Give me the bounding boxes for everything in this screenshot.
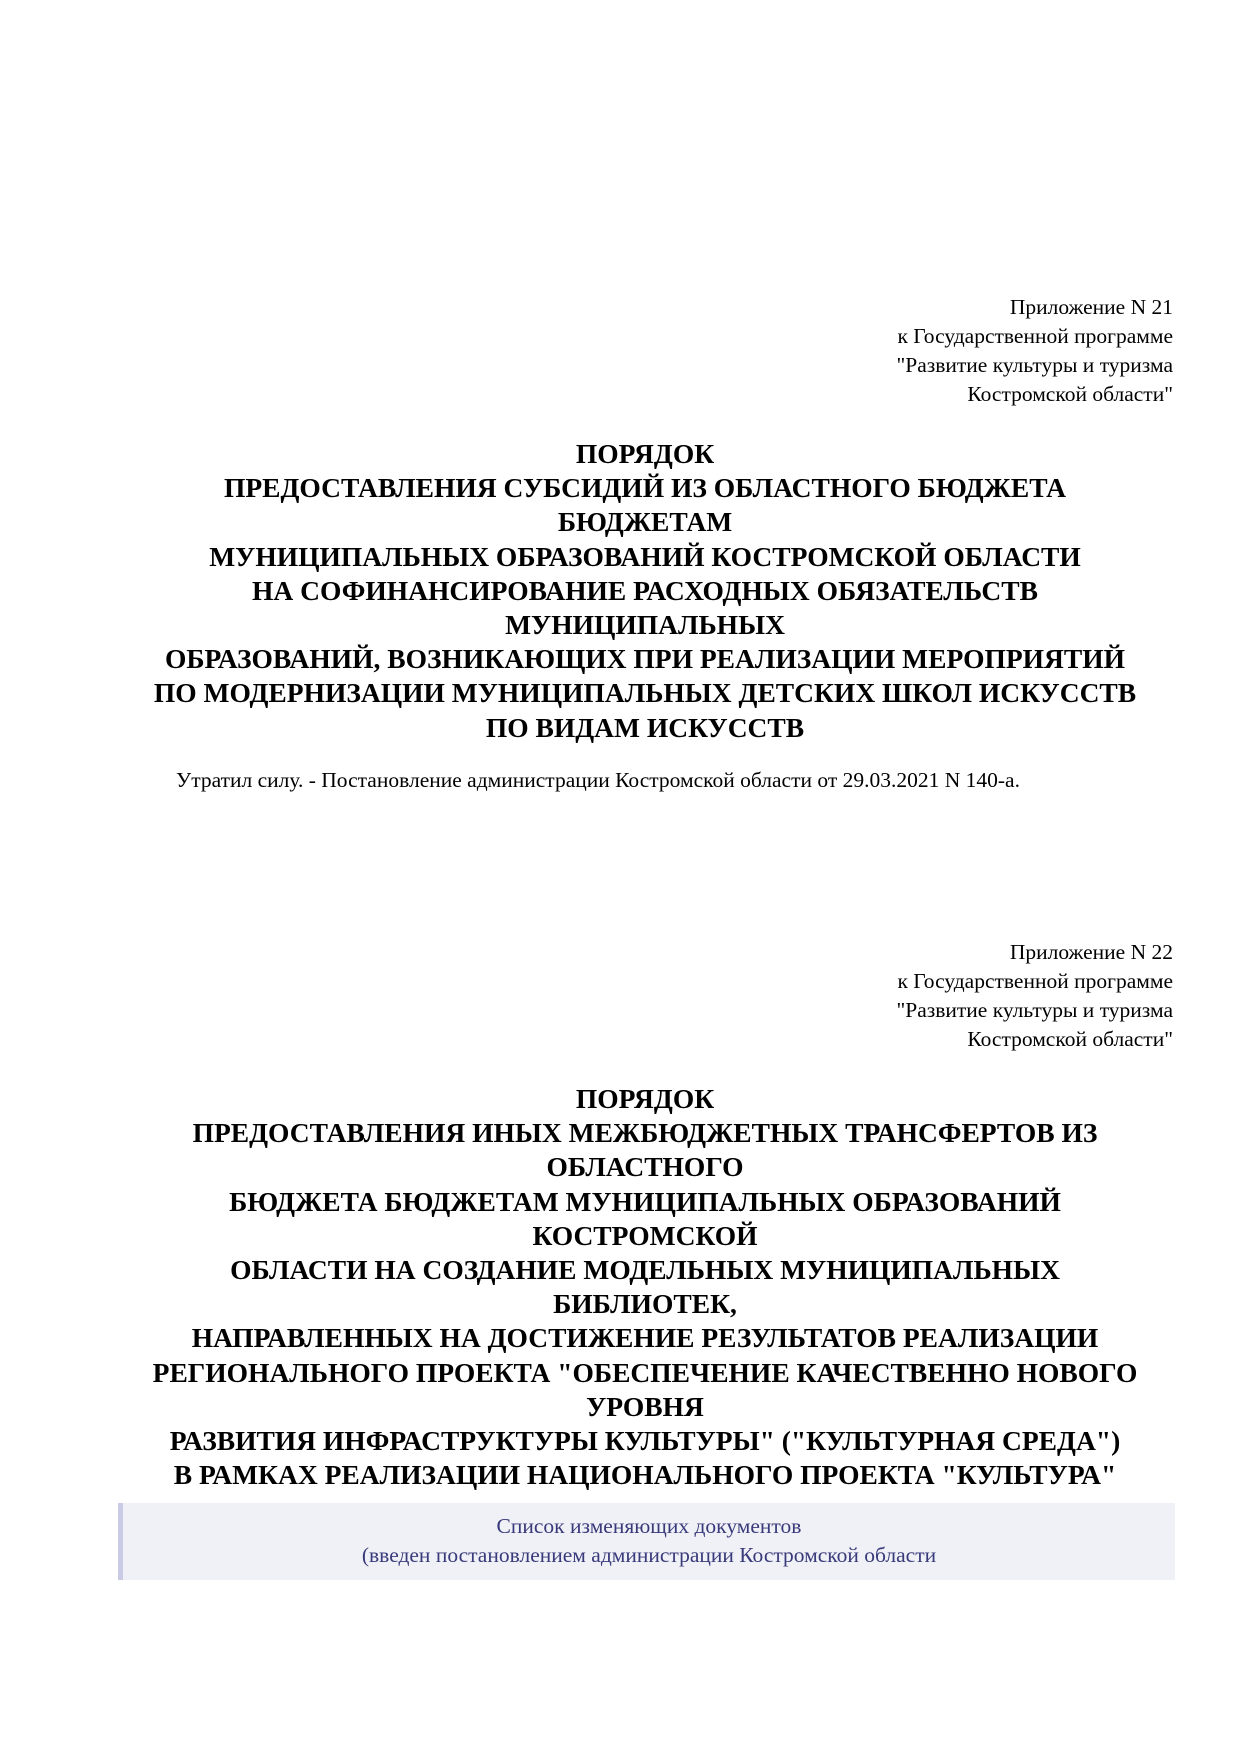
amending-documents-box xyxy=(118,1503,1175,1580)
title-line: ПОРЯДОК xyxy=(575,438,715,469)
title-line: МУНИЦИПАЛЬНЫХ ОБРАЗОВАНИЙ КОСТРОМСКОЙ ОБЛАСТИ xyxy=(209,540,1081,572)
appendix-22-reference xyxy=(896,938,1173,1054)
title-line: ПРЕДОСТАВЛЕНИЯ ИНЫХ МЕЖБЮДЖЕТНЫХ ТРАНСФЕРТОВ ИЗ xyxy=(192,1117,1098,1149)
title-line: БЮДЖЕТАМ xyxy=(557,506,733,538)
amending-documents-title: Список изменяющих документов xyxy=(496,1514,802,1538)
appendix-22-line: Костромской области" xyxy=(967,1027,1173,1051)
appendix-21-line: Приложение N 21 xyxy=(1009,295,1173,319)
title-line: ПО МОДЕРНИЗАЦИИ МУНИЦИПАЛЬНЫХ ДЕТСКИХ ШКОЛ ИСКУССТВ xyxy=(153,677,1137,709)
title-line: ПРЕДОСТАВЛЕНИЯ СУБСИДИЙ ИЗ ОБЛАСТНОГО БЮДЖЕТА xyxy=(223,472,1067,504)
title-line: В РАМКАХ РЕАЛИЗАЦИИ НАЦИОНАЛЬНОГО ПРОЕКТА "КУЛЬТУРА" xyxy=(173,1459,1117,1491)
appendix-22-title xyxy=(110,1082,1180,1492)
appendix-22-line: "Развитие культуры и туризма xyxy=(896,998,1173,1022)
title-line: НАПРАВЛЕННЫХ НА ДОСТИЖЕНИЕ РЕЗУЛЬТАТОВ РЕАЛИЗАЦИИ xyxy=(191,1322,1099,1354)
title-line: ПО ВИДАМ ИСКУССТВ xyxy=(485,711,805,743)
title-line: ОБЛАСТНОГО xyxy=(546,1151,744,1183)
title-line: БЮДЖЕТА БЮДЖЕТАМ МУНИЦИПАЛЬНЫХ ОБРАЗОВАНИЙ xyxy=(229,1185,1061,1217)
appendix-21-line: к Государственной программе xyxy=(897,324,1173,348)
title-line: УРОВНЯ xyxy=(586,1390,704,1422)
title-line: РАЗВИТИЯ ИНФРАСТРУКТУРЫ КУЛЬТУРЫ" ("КУЛЬТУРНАЯ СРЕДА") xyxy=(169,1425,1121,1457)
title-line: ОБРАЗОВАНИЙ, ВОЗНИКАЮЩИХ ПРИ РЕАЛИЗАЦИИ МЕРОПРИЯТИЙ xyxy=(164,643,1126,675)
title-line: БИБЛИОТЕК, xyxy=(553,1288,737,1320)
appendix-21-line: Костромской области" xyxy=(967,382,1173,406)
title-line: КОСТРОМСКОЙ xyxy=(532,1219,758,1251)
appendix-22-line: к Государственной программе xyxy=(897,969,1173,993)
repealed-notice: Утратил силу. - Постановление администрации Костромской области от 29.03.2021 N 140-а. xyxy=(176,768,1020,792)
appendix-22-line: Приложение N 22 xyxy=(1009,940,1173,964)
title-line: НА СОФИНАНСИРОВАНИЕ РАСХОДНЫХ ОБЯЗАТЕЛЬСТВ xyxy=(252,574,1038,606)
amending-documents-subtitle: (введен постановлением администрации Костромской области xyxy=(361,1543,937,1567)
title-line: РЕГИОНАЛЬНОГО ПРОЕКТА "ОБЕСПЕЧЕНИЕ КАЧЕСТВЕННО НОВОГО xyxy=(152,1356,1138,1388)
appendix-21-title xyxy=(110,437,1180,745)
title-line: МУНИЦИПАЛЬНЫХ xyxy=(505,609,785,641)
title-line: ОБЛАСТИ НА СОЗДАНИЕ МОДЕЛЬНЫХ МУНИЦИПАЛЬНЫХ xyxy=(230,1254,1060,1286)
appendix-21-line: "Развитие культуры и туризма xyxy=(896,353,1173,377)
appendix-21-reference xyxy=(896,293,1173,409)
title-line: ПОРЯДОК xyxy=(575,1083,715,1114)
